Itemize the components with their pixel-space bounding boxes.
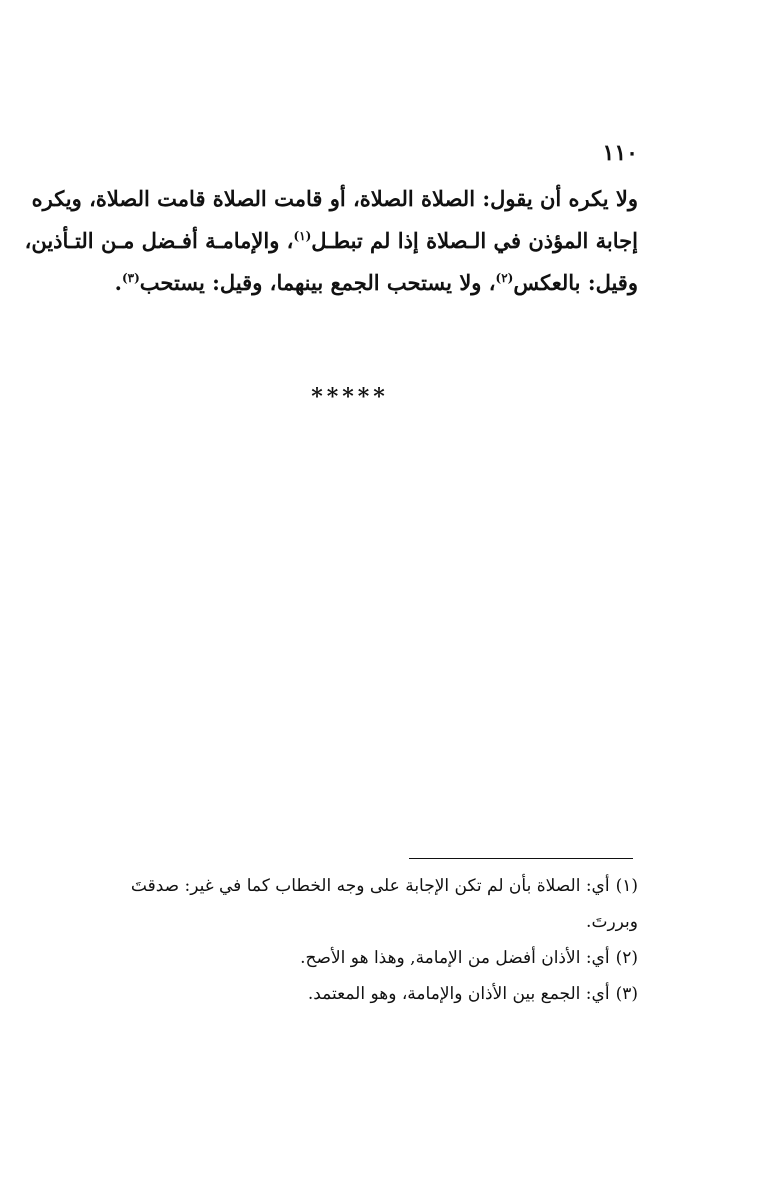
footnote-1-continuation: وبررتَ. [586, 912, 638, 932]
paragraph-line-3-text-b: ، ولا يستحب الجمع بينهما، وقيل: يستحب [139, 270, 496, 295]
main-paragraph [24, 178, 638, 304]
footnote-3-number: (٣) [615, 984, 638, 1004]
footnote-2-number: (٢) [615, 948, 638, 968]
paragraph-line-3 [114, 262, 638, 304]
footnote-1-number: (١) [615, 876, 638, 896]
page-number: ١١٠ [602, 140, 638, 166]
paragraph-line-2-text-a: إجابة المؤذن في الـصلاة إذا لم تبطـل [311, 228, 638, 253]
footnote-ref-3[interactable]: (٣) [121, 271, 140, 285]
section-separator: ***** [311, 384, 389, 410]
footnote-ref-1[interactable]: (١) [293, 229, 312, 243]
paragraph-line-1: ولا يكره أن يقول: الصلاة الصلاة، أو قامت الصلاة قامت الصلاة، ويكره [31, 186, 638, 211]
paragraph-line-3-text-a: وقيل: بالعكس [513, 270, 638, 295]
footnote-2-text: أي: الأذان أفضل من الإمامة, وهذا هو الأصح. [300, 948, 610, 968]
paragraph-line-2-text-b: ، والإمامـة أفـضل مـن التـأذين، [24, 228, 294, 253]
footnote-ref-2[interactable]: (٢) [495, 271, 514, 285]
footnote-divider [409, 858, 633, 859]
paragraph-line-2 [24, 220, 638, 262]
footnotes-section [118, 868, 638, 1012]
paragraph-line-3-period: . [114, 270, 122, 295]
footnote-1-text: أي: الصلاة بأن لم تكن الإجابة على وجه الخطاب كما في غير: صدقتَ [130, 876, 610, 896]
footnote-3-text: أي: الجمع بين الأذان والإمامة، وهو المعتمد. [307, 984, 610, 1004]
footnote-3 [118, 976, 638, 1012]
footnote-1 [118, 868, 638, 904]
footnote-2 [118, 940, 638, 976]
